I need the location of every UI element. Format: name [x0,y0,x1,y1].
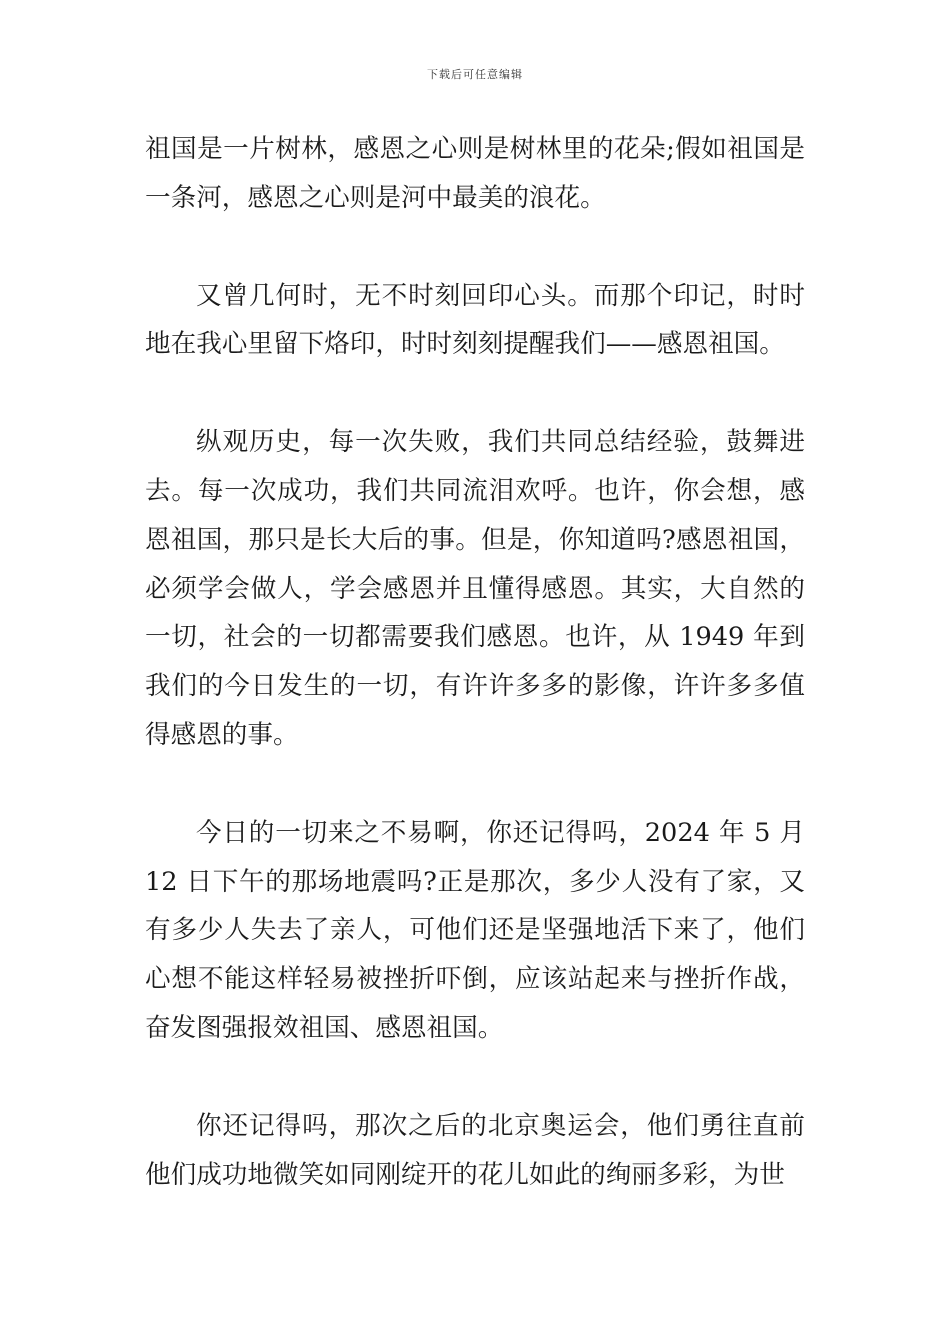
paragraph-5: 你还记得吗，那次之后的北京奥运会，他们勇往直前他们成功地微笑如同刚绽开的花儿如此的绚丽多彩，为世 [145,1110,805,1190]
paragraph-3: 纵观历史，每一次失败，我们共同总结经验，鼓舞进去。每一次成功，我们共同流泪欢呼。也许，你会想，感恩祖国，那只是长大后的事。但是，你知道吗?感恩祖国，必须学会做人，学会感恩并且懂得感恩。其实，大自然的一切，社会的一切都需要我们感恩。也许，从 1949 年到我们的今日发生的一切，有许许多多的影像，许许多多值得感恩的事。 [145,427,805,750]
paragraph-spacer [145,1053,805,1102]
document-body [145,125,805,1199]
paragraph-2: 又曾几何时，无不时刻回印心头。而那个印记，时时地在我心里留下烙印，时时刻刻提醒我们——感恩祖国。 [145,280,805,360]
paragraph-4: 今日的一切来之不易啊，你还记得吗，2024 年 5 月 12 日下午的那场地震吗?正是那次，多少人没有了家，又有多少人失去了亲人，可他们还是坚强地活下来了，他们心想不能这样轻易被挫折吓倒，应该站起来与挫折作战，奋发图强报效祖国、感恩祖国。 [145,817,805,1043]
paragraph-spacer [145,223,805,272]
paragraph-spacer [145,369,805,418]
paragraph-1: 祖国是一片树林，感恩之心则是树林里的花朵;假如祖国是一条河，感恩之心则是河中最美的浪花。 [145,134,805,213]
page-header-note: 下载后可任意编辑 [427,68,523,81]
paragraph-spacer [145,760,805,809]
